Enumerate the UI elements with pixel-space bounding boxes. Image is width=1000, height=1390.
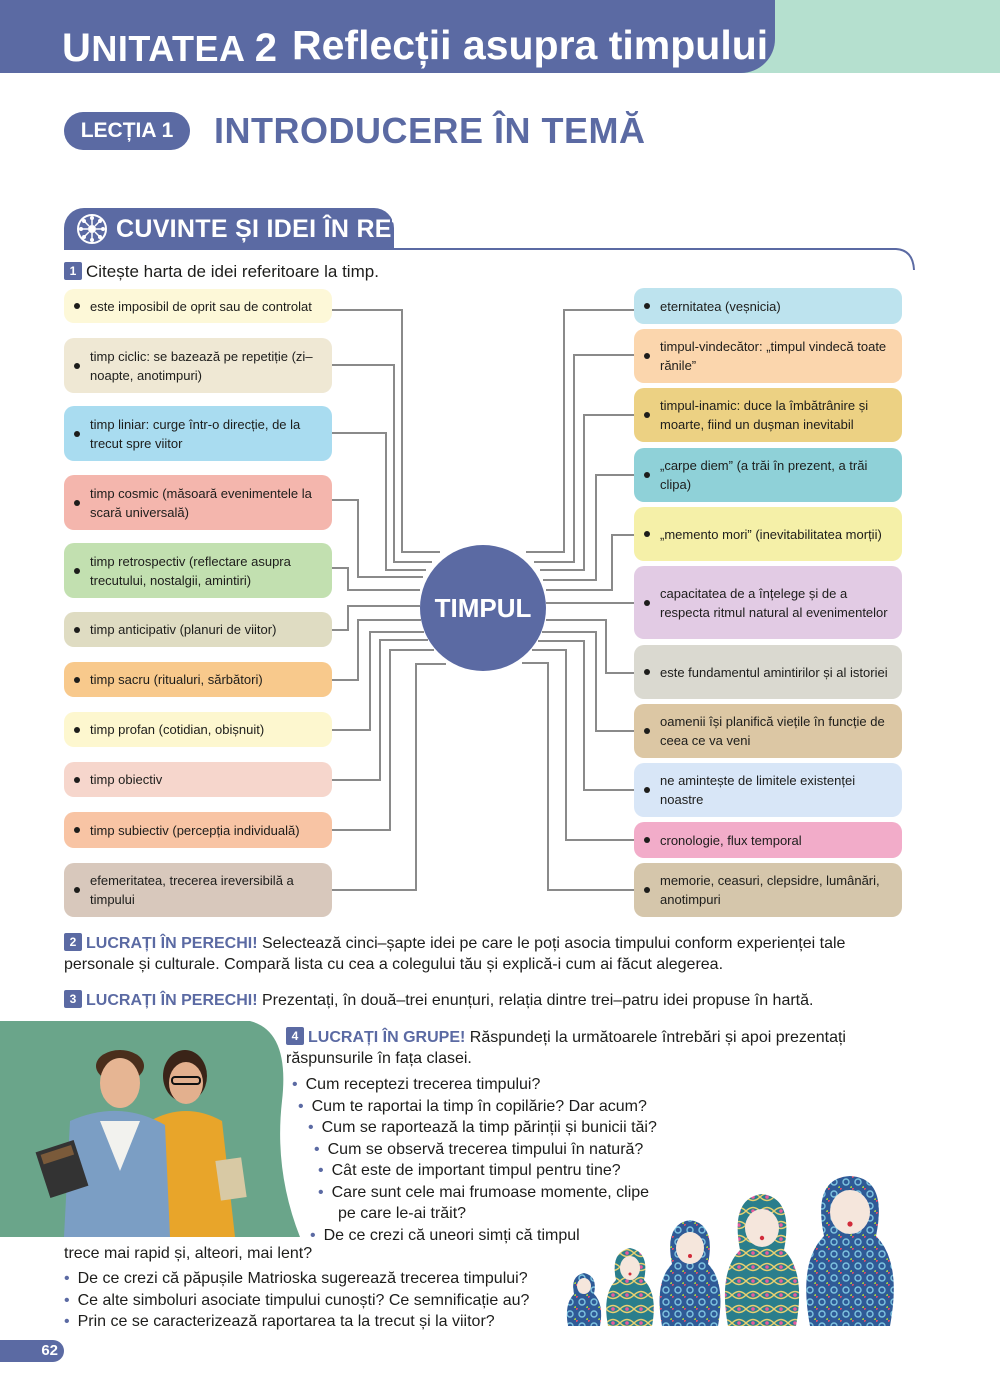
map-left-item: timp liniar: curge într-o direcție, de la trecut spre viitor <box>64 406 332 461</box>
task-4: 4 LUCRAȚI ÎN GRUPE! Răspundeți la următoarele întrebări și apoi prezentați răspunsurile în fața clasei. <box>286 1029 846 1067</box>
list-item: • De ce crezi că păpușile Matrioska sugerează trecerea timpului? <box>64 1268 529 1290</box>
map-right-item: timpul-vindecător: „timpul vindecă toate rănile” <box>634 329 902 383</box>
map-right-item: este fundamentul amintirilor și al istoriei <box>634 645 902 699</box>
map-right-item: timpul-inamic: duce la îmbătrânire și moarte, fiind un dușman inevitabil <box>634 388 902 442</box>
task-2: 2 LUCRAȚI ÎN PERECHI! Selectează cinci–șapte idei pe care le poți asocia timpului conform experienței tale personale și culturale. Compară lista cu cea a colegului tău și explică-i cum ai făcut alegerea. <box>64 935 846 973</box>
list-item: • Cât este de important timpul pentru tine? <box>318 1160 621 1182</box>
list-item: • De ce crezi că uneori simți că timpul <box>310 1225 580 1247</box>
doll-3 <box>660 1220 721 1326</box>
map-left-item: timp retrospectiv (reflectare asupra trecutului, nostalgii, amintiri) <box>64 543 332 598</box>
map-left-item: timp cosmic (măsoară evenimentele la scară universală) <box>64 475 332 530</box>
doll-large <box>806 1176 894 1326</box>
map-left-item: efemeritatea, trecerea ireversibilă a timpului <box>64 863 332 917</box>
doll-2 <box>606 1248 654 1326</box>
task-3: 3 LUCRAȚI ÎN PERECHI! Prezentați, în două–trei enunțuri, relația dintre trei–patru idei propuse în hartă. <box>64 990 904 1011</box>
task-number: 1 <box>64 262 82 280</box>
map-right-item: capacitatea de a înțelege și de a respecta ritmul natural al evenimentelor <box>634 566 902 639</box>
map-left-item: timp obiectiv <box>64 762 332 797</box>
list-item: • Cum te raportai la timp în copilărie? Dar acum? <box>298 1096 647 1118</box>
map-left-item: timp profan (cotidian, obișnuit) <box>64 712 332 747</box>
mind-map-center: TIMPUL <box>420 545 546 671</box>
map-right-item: ne amintește de limitele existenței noastre <box>634 763 902 817</box>
map-left-item: timp ciclic: se bazează pe repetiție (zi–noapte, anotimpuri) <box>64 338 332 393</box>
map-left-item: timp subiectiv (percepția individuală) <box>64 812 332 848</box>
map-left-item: timp anticipativ (planuri de viitor) <box>64 612 332 647</box>
map-right-item: „memento mori” (inevitabilitatea morții) <box>634 507 902 561</box>
page-number: 62 <box>0 1340 64 1362</box>
list-item: • Cum se observă trecerea timpului în natură? <box>314 1139 643 1161</box>
map-left-item: timp sacru (ritualuri, sărbători) <box>64 662 332 697</box>
unit-title: Reflecții asupra timpului <box>292 22 769 68</box>
list-item: • Ce alte simboluri asociate timpului cunoști? Ce semnificație au? <box>64 1290 529 1312</box>
task-1: 1 Citește harta de idei referitoare la timp. <box>64 262 379 282</box>
unit-label: UNITATEA 2 <box>62 26 278 70</box>
question-continuation: trece mai rapid și, alteori, mai lent? <box>64 1245 313 1262</box>
lesson-title: INTRODUCERE ÎN TEMĂ <box>214 110 646 151</box>
map-right-item: memorie, ceasuri, clepsidre, lumânări, anotimpuri <box>634 863 902 917</box>
lesson-badge: LECȚIA 1 <box>64 112 190 150</box>
doll-4 <box>725 1194 799 1326</box>
map-right-item: „carpe diem” (a trăi în prezent, a trăi clipa) <box>634 448 902 502</box>
map-right-item: eternitatea (veșnicia) <box>634 288 902 324</box>
task-4-more-questions <box>64 1268 529 1333</box>
map-right-item: cronologie, flux temporal <box>634 822 902 858</box>
list-item: • Care sunt cele mai frumoase momente, clipe <box>318 1182 649 1204</box>
matryoshka-dolls-illustration <box>564 1176 910 1328</box>
map-right-item: oamenii își planifică viețile în funcție de ceea ce va veni <box>634 704 902 758</box>
list-item-continuation: pe care le-ai trăit? <box>338 1205 467 1222</box>
list-item: • Prin ce se caracterizează raportarea ta la trecut și la viitor? <box>64 1311 529 1333</box>
list-item: • Cum receptezi trecerea timpului? <box>292 1074 540 1096</box>
map-left-item: este imposibil de oprit sau de controlat <box>64 289 332 323</box>
section-title: CUVINTE ȘI IDEI ÎN REȚEA <box>116 215 443 243</box>
list-item: • Cum se raportează la timp părinții și bunicii tăi? <box>308 1117 657 1139</box>
doll-small <box>567 1273 601 1326</box>
